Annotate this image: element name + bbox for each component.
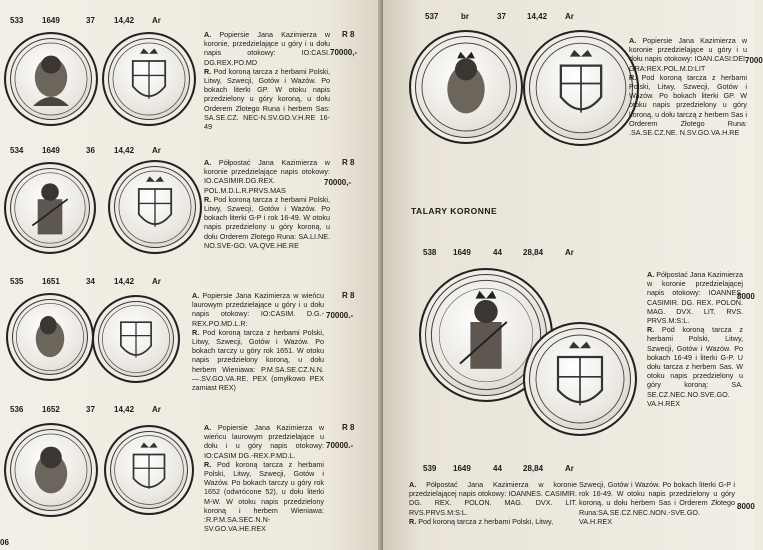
price-value: 7000: [745, 56, 763, 65]
coin-obverse-image: [4, 162, 96, 254]
price-value: 70000.-: [326, 441, 354, 450]
section-title: TALARY KORONNE: [411, 206, 498, 216]
price-value: 8000: [737, 502, 755, 511]
entry-year: 1649: [42, 16, 60, 25]
right-page: [383, 0, 763, 550]
coin-entry-539: [383, 460, 755, 550]
coin-reverse-image: [523, 30, 639, 146]
coin-description: A. Popiersie Jana Kazimierza w wieńcu laurowym przedzielające u dołu i u góry napis otokowy: IO:CASIM DG.-REX.P.MD.L. R. Pod koroną tarcza z herbami Polski, Litwy, Szwecji, Gotów i Wazów. Po bokach tarczy u góry rok 1652 (odwrócone 52), u dołu literki M-W. W otoku napis przedzielony koroną i herbem Wieniawa: :R.P.M.SA.SEC.N.N- SV.GO.VA.HE.REX: [204, 423, 325, 534]
entry-number: 539: [423, 464, 437, 473]
coin-reverse-image: [92, 295, 180, 383]
entry-number: 537: [425, 12, 439, 21]
coin-obverse-image: [6, 293, 94, 381]
entry-year: br: [461, 12, 469, 21]
entry-year: 1649: [453, 464, 471, 473]
coin-obverse-image: [409, 30, 523, 144]
rarity-badge: R 8: [342, 30, 355, 39]
entry-size: 37: [86, 405, 95, 414]
coin-reverse-image: [104, 425, 194, 515]
rarity-badge: R 8: [342, 158, 355, 167]
coin-entry-536: [0, 403, 383, 550]
entry-number: 536: [10, 405, 24, 414]
coin-description: A. Popiersie Jana Kazimierza w wieńcu laurowym przedzielające u góry i u dołu napis otokowy: IO:CASIM. D.G.-REX.PO.MD.L.R: R. Pod koroną tarcza z herbami Polski, Litwy, Szwecji, Gotów i Wazów. Po bokach tarczy u góry rok 1651. W otoku napis przedzielony koroną, u dołu herbem Wieniawa: P.M.SA.SE.CZ.N.N.—.SV.GO.VA.RE. PEX (omyłkowo PEX zamiast REX): [192, 291, 324, 393]
entry-size: 34: [86, 277, 95, 286]
entry-weight: 14,42: [114, 277, 135, 286]
price-value: 70000,-: [324, 178, 352, 187]
entry-metal: Ar: [565, 12, 574, 21]
entry-year: 1649: [42, 146, 60, 155]
price-value: 8000: [737, 292, 755, 301]
coin-description-continued: Szwecji, Gotów i Wazów. Po bokach literki G-P i rok 16-49. W otoku napis przedzielony u góry koroną, u dołu herbem Sas i Orderem Złotego Runa:SA.SE.CZ.NEC.NON.-SVE.GO. VA.H.REX: [579, 480, 735, 526]
entry-weight: 14,42: [114, 405, 135, 414]
entry-metal: Ar: [152, 146, 161, 155]
coin-entry-535: [0, 275, 383, 403]
price-value: 70000.-: [326, 311, 354, 320]
entry-weight: 28,84: [523, 464, 544, 473]
coin-entry-533: [0, 0, 383, 140]
coin-description: A. Półpostać Jana Kazimierza w koronie przedzielającej napis otokowy: IOANNES. CASIMIR. DG. REX. POLON. MAG. DVX. LIT. RVS.PRVS.M:S:L. R. Pod koroną tarcza z herbami Polski, Litwy,: [409, 480, 578, 526]
entry-year: 1652: [42, 405, 60, 414]
entry-metal: Ar: [565, 248, 574, 257]
entry-weight: 14,42: [114, 146, 135, 155]
coin-entry-534: [0, 140, 383, 275]
coin-obverse-image: [4, 32, 98, 126]
coin-entry-537: [383, 0, 763, 200]
entry-year: 1649: [453, 248, 471, 257]
entry-number: 538: [423, 248, 437, 257]
entry-weight: 28,84: [523, 248, 544, 257]
coin-description: A. Półpostać Jana Kazimierza w koronie przedzielającej napis otokowy: IOANNES. CASIMIR. DG. REX. POLON. MAG. DVX. LIT. RVS. PRVS.M:S:L. R. Pod koroną tarcza z herbami Polski, Litwy, Szwecji, Gotów i Wazów. Po bokach 16-49 i literki G-P. U dołu tarcza z herbem Sas. W otoku napis przedzielony u góry koroną: SA. SE.CZ.NEC.NO.SVE.GO. VA.H.REX: [647, 270, 743, 408]
entry-number: 534: [10, 146, 24, 155]
page-number: 06: [0, 538, 9, 547]
entry-size: 36: [86, 146, 95, 155]
rarity-badge: R 8: [342, 291, 355, 300]
entry-metal: Ar: [152, 405, 161, 414]
coin-obverse-image: [4, 423, 98, 517]
entry-metal: Ar: [152, 16, 161, 25]
entry-year: 1651: [42, 277, 60, 286]
price-value: 70000,-: [330, 48, 358, 57]
entry-size: 44: [493, 248, 502, 257]
coin-reverse-image: [102, 32, 196, 126]
coin-reverse-image: [523, 322, 637, 436]
entry-number: 533: [10, 16, 24, 25]
entry-weight: 14,42: [527, 12, 548, 21]
entry-metal: Ar: [565, 464, 574, 473]
entry-metal: Ar: [152, 277, 161, 286]
coin-entry-538: [383, 238, 755, 460]
entry-size: 44: [493, 464, 502, 473]
coin-description: A. Półpostać Jana Kazimierza w koronie przedzielające napis otokowy: IO.CASIMIR.DG.REX. POL.M.D.L.R.PRVS.MAS R. Pod koroną tarcza z herbami Polski, Litwy, Szwecji, Gotów i Wazów. Po bokach literki G-P i rok 16-49. W otoku napis przedzielony u góry koroną, u dołu Orderem Złotego Runa: SA.LI.NE. NO.SVE-GO. VA.QVE.HE.RE: [204, 158, 330, 250]
entry-size: 37: [86, 16, 95, 25]
entry-number: 535: [10, 277, 24, 286]
coin-reverse-image: [108, 160, 202, 254]
coin-description: A. Popiersie Jana Kazimierza w koronie przedzielające u góry i u dołu napis otokowy: IOAN.CASI:DEI. GRA:REX.POL.M.D:LIT R. Pod koroną tarcza z herbami Polski, Litwy, Szwecji, Gotów i Wazów. Po bokach literki GP. W otoku napis przedzielony u góry koroną, u dołu tarczą z herbem Sas i Orderem Złotego Runa: .SA.SE.CZ.NE. N.SV.GO.VA.H.RE: [629, 36, 748, 138]
entry-size: 37: [497, 12, 506, 21]
rarity-badge: R 8: [342, 423, 355, 432]
entry-weight: 14,42: [114, 16, 135, 25]
coin-description: A. Popiersie Jana Kazimierza w koronie, przedzielające u góry i u dołu napis otokowy: IO:CASI. DG.REX.PO.MD R. Pod koroną tarcza z herbami Polski, Litwy, Szwecji, Gotów i Wazów. Po bokach literki GP. W otoku napis przedzielony u góry koroną, u dołu Orderem Złotego Runa i herbem Sas: SA.SE.CZ. NEC-N.SV.GO.V.H.RE 16-49: [204, 30, 331, 132]
